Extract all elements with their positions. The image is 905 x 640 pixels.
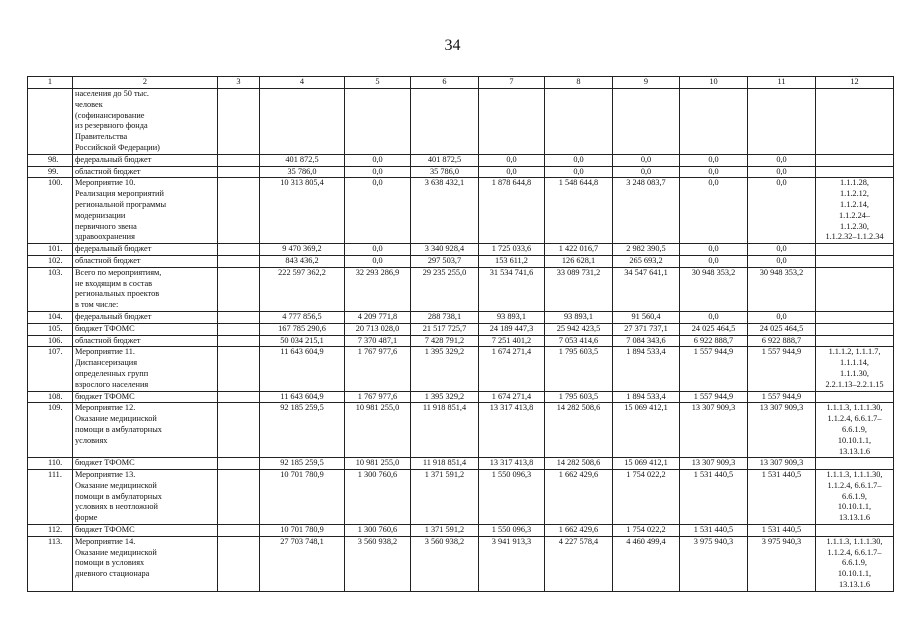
year-cell: 32 293 286,9 — [345, 267, 411, 311]
total-cell: 167 785 290,6 — [260, 323, 345, 335]
col3-cell — [218, 166, 260, 178]
total-cell: 11 643 604,9 — [260, 347, 345, 391]
page-number: 34 — [444, 37, 461, 54]
row-number-cell: 99. — [28, 166, 73, 178]
year-cell: 15 069 412,1 — [613, 458, 680, 470]
total-cell: 27 703 748,1 — [260, 536, 345, 591]
row-number-cell: 102. — [28, 255, 73, 267]
description-cell: областной бюджет — [73, 255, 218, 267]
year-cell: 1 795 603,5 — [545, 347, 613, 391]
year-cell — [680, 89, 748, 155]
table-row — [28, 244, 894, 256]
table-row — [28, 267, 894, 311]
column-header: 6 — [411, 77, 479, 89]
table-row — [28, 255, 894, 267]
total-cell: 92 185 259,5 — [260, 458, 345, 470]
col3-cell — [218, 244, 260, 256]
row-number-cell: 105. — [28, 323, 73, 335]
year-cell: 401 872,5 — [411, 154, 479, 166]
year-cell: 34 547 641,1 — [613, 267, 680, 311]
year-cell: 10 981 255,0 — [345, 458, 411, 470]
year-cell: 35 786,0 — [411, 166, 479, 178]
col3-cell — [218, 347, 260, 391]
indicator-codes-cell — [816, 244, 894, 256]
column-header: 3 — [218, 77, 260, 89]
year-cell: 0,0 — [748, 311, 816, 323]
year-cell: 0,0 — [680, 244, 748, 256]
table-row — [28, 403, 894, 458]
col3-cell — [218, 323, 260, 335]
row-number-cell: 107. — [28, 347, 73, 391]
description-cell: Мероприятие 11. Диспансеризация определенных групп взрослого населения — [73, 347, 218, 391]
total-cell: 401 872,5 — [260, 154, 345, 166]
year-cell: 4 460 499,4 — [613, 536, 680, 591]
description-cell: федеральный бюджет — [73, 244, 218, 256]
row-number-cell: 112. — [28, 525, 73, 537]
row-number-cell: 104. — [28, 311, 73, 323]
row-number-cell: 100. — [28, 178, 73, 244]
row-number-cell: 103. — [28, 267, 73, 311]
year-cell: 7 251 401,2 — [479, 335, 545, 347]
year-cell: 24 189 447,3 — [479, 323, 545, 335]
year-cell: 7 084 343,6 — [613, 335, 680, 347]
column-header: 7 — [479, 77, 545, 89]
indicator-codes-cell: 1.1.1.3, 1.1.1.30, 1.1.2.4, 6.6.1.7– 6.6.1.9, 10.10.1.1, 13.13.1.6 — [816, 470, 894, 525]
year-cell: 91 560,4 — [613, 311, 680, 323]
year-cell — [479, 89, 545, 155]
description-cell: Мероприятие 13. Оказание медицинской помощи в амбулаторных условиях в неотложной форме — [73, 470, 218, 525]
year-cell: 30 948 353,2 — [680, 267, 748, 311]
col3-cell — [218, 178, 260, 244]
year-cell: 13 317 413,8 — [479, 403, 545, 458]
year-cell: 30 948 353,2 — [748, 267, 816, 311]
year-cell: 1 878 644,8 — [479, 178, 545, 244]
year-cell: 1 674 271,4 — [479, 391, 545, 403]
year-cell: 14 282 508,6 — [545, 403, 613, 458]
year-cell: 0,0 — [345, 166, 411, 178]
col3-cell — [218, 403, 260, 458]
year-cell: 1 725 033,6 — [479, 244, 545, 256]
table-row — [28, 154, 894, 166]
year-cell: 13 307 909,3 — [680, 458, 748, 470]
description-cell: федеральный бюджет — [73, 154, 218, 166]
year-cell — [748, 89, 816, 155]
indicator-codes-cell — [816, 154, 894, 166]
col3-cell — [218, 335, 260, 347]
total-cell: 222 597 362,2 — [260, 267, 345, 311]
year-cell: 0,0 — [680, 178, 748, 244]
year-cell: 13 307 909,3 — [748, 403, 816, 458]
description-cell: бюджет ТФОМС — [73, 323, 218, 335]
year-cell: 13 307 909,3 — [748, 458, 816, 470]
year-cell: 4 209 771,8 — [345, 311, 411, 323]
year-cell: 6 922 888,7 — [680, 335, 748, 347]
year-cell: 0,0 — [613, 166, 680, 178]
year-cell — [545, 89, 613, 155]
col3-cell — [218, 267, 260, 311]
year-cell: 0,0 — [748, 178, 816, 244]
year-cell: 27 371 737,1 — [613, 323, 680, 335]
indicator-codes-cell: 1.1.1.28, 1.1.2.12, 1.1.2.14, 1.1.2.24– 1.1.2.30, 1.1.2.32–1.1.2.34 — [816, 178, 894, 244]
year-cell: 3 248 083,7 — [613, 178, 680, 244]
table-row — [28, 470, 894, 525]
year-cell: 0,0 — [748, 154, 816, 166]
table-row — [28, 458, 894, 470]
indicator-codes-cell — [816, 525, 894, 537]
total-cell: 4 777 856,5 — [260, 311, 345, 323]
col3-cell — [218, 89, 260, 155]
indicator-codes-cell — [816, 166, 894, 178]
year-cell: 13 307 909,3 — [680, 403, 748, 458]
year-cell: 0,0 — [345, 178, 411, 244]
year-cell: 2 982 390,5 — [613, 244, 680, 256]
year-cell: 126 628,1 — [545, 255, 613, 267]
row-number-cell: 109. — [28, 403, 73, 458]
indicator-codes-cell — [816, 335, 894, 347]
year-cell: 1 531 440,5 — [748, 470, 816, 525]
indicator-codes-cell: 1.1.1.3, 1.1.1.30, 1.1.2.4, 6.6.1.7– 6.6.1.9, 10.10.1.1, 13.13.1.6 — [816, 536, 894, 591]
description-cell: Всего по мероприятиям, не входящим в состав региональных проектов в том числе: — [73, 267, 218, 311]
table-row — [28, 335, 894, 347]
year-cell: 0,0 — [345, 154, 411, 166]
year-cell: 1 674 271,4 — [479, 347, 545, 391]
year-cell — [345, 89, 411, 155]
year-cell: 1 371 591,2 — [411, 525, 479, 537]
year-cell: 20 713 028,0 — [345, 323, 411, 335]
year-cell: 15 069 412,1 — [613, 403, 680, 458]
year-cell: 1 754 022,2 — [613, 525, 680, 537]
year-cell: 0,0 — [748, 244, 816, 256]
indicator-codes-cell — [816, 267, 894, 311]
indicator-codes-cell — [816, 391, 894, 403]
total-cell: 11 643 604,9 — [260, 391, 345, 403]
year-cell: 288 738,1 — [411, 311, 479, 323]
year-cell: 93 893,1 — [545, 311, 613, 323]
year-cell: 0,0 — [479, 166, 545, 178]
column-header: 5 — [345, 77, 411, 89]
table-row — [28, 166, 894, 178]
year-cell: 4 227 578,4 — [545, 536, 613, 591]
total-cell: 50 034 215,1 — [260, 335, 345, 347]
description-cell: областной бюджет — [73, 166, 218, 178]
year-cell: 3 975 940,3 — [748, 536, 816, 591]
year-cell: 1 548 644,8 — [545, 178, 613, 244]
description-cell: Мероприятие 14. Оказание медицинской помощи в условиях дневного стационара — [73, 536, 218, 591]
year-cell: 29 235 255,0 — [411, 267, 479, 311]
year-cell: 6 922 888,7 — [748, 335, 816, 347]
year-cell: 3 975 940,3 — [680, 536, 748, 591]
year-cell: 297 503,7 — [411, 255, 479, 267]
description-cell: бюджет ТФОМС — [73, 525, 218, 537]
year-cell: 11 918 851,4 — [411, 458, 479, 470]
year-cell: 0,0 — [613, 154, 680, 166]
year-cell: 1 300 760,6 — [345, 470, 411, 525]
total-cell: 10 313 805,4 — [260, 178, 345, 244]
year-cell: 31 534 741,6 — [479, 267, 545, 311]
year-cell: 3 638 432,1 — [411, 178, 479, 244]
col3-cell — [218, 458, 260, 470]
year-cell: 0,0 — [680, 255, 748, 267]
year-cell — [613, 89, 680, 155]
year-cell: 265 693,2 — [613, 255, 680, 267]
year-cell: 1 557 944,9 — [748, 347, 816, 391]
year-cell: 24 025 464,5 — [748, 323, 816, 335]
table-row — [28, 178, 894, 244]
indicator-codes-cell: 1.1.1.2, 1.1.1.7, 1.1.1.14, 1.1.1.30, 2.2.1.13–2.2.1.15 — [816, 347, 894, 391]
description-cell: областной бюджет — [73, 335, 218, 347]
year-cell: 0,0 — [345, 255, 411, 267]
col3-cell — [218, 154, 260, 166]
year-cell: 0,0 — [748, 255, 816, 267]
year-cell: 0,0 — [479, 154, 545, 166]
indicator-codes-cell — [816, 255, 894, 267]
indicator-codes-cell — [816, 458, 894, 470]
description-cell: бюджет ТФОМС — [73, 391, 218, 403]
year-cell: 1 662 429,6 — [545, 470, 613, 525]
column-header-row — [28, 77, 894, 89]
year-cell: 1 767 977,6 — [345, 347, 411, 391]
column-header: 2 — [73, 77, 218, 89]
year-cell: 1 767 977,6 — [345, 391, 411, 403]
column-header: 10 — [680, 77, 748, 89]
year-cell: 153 611,2 — [479, 255, 545, 267]
year-cell: 0,0 — [545, 166, 613, 178]
year-cell: 1 531 440,5 — [680, 525, 748, 537]
total-cell: 35 786,0 — [260, 166, 345, 178]
year-cell: 1 894 533,4 — [613, 347, 680, 391]
column-header: 9 — [613, 77, 680, 89]
col3-cell — [218, 525, 260, 537]
table-row — [28, 525, 894, 537]
year-cell: 1 395 329,2 — [411, 391, 479, 403]
indicator-codes-cell — [816, 89, 894, 155]
total-cell: 843 436,2 — [260, 255, 345, 267]
indicator-codes-cell — [816, 311, 894, 323]
year-cell: 11 918 851,4 — [411, 403, 479, 458]
description-cell: федеральный бюджет — [73, 311, 218, 323]
total-cell: 92 185 259,5 — [260, 403, 345, 458]
row-number-cell: 98. — [28, 154, 73, 166]
col3-cell — [218, 470, 260, 525]
description-cell: бюджет ТФОМС — [73, 458, 218, 470]
year-cell: 21 517 725,7 — [411, 323, 479, 335]
total-cell — [260, 89, 345, 155]
table-row — [28, 311, 894, 323]
col3-cell — [218, 311, 260, 323]
year-cell: 0,0 — [680, 311, 748, 323]
indicator-codes-cell: 1.1.1.3, 1.1.1.30, 1.1.2.4, 6.6.1.7– 6.6.1.9, 10.10.1.1, 13.13.1.6 — [816, 403, 894, 458]
year-cell: 33 089 731,2 — [545, 267, 613, 311]
year-cell: 1 371 591,2 — [411, 470, 479, 525]
year-cell: 7 428 791,2 — [411, 335, 479, 347]
year-cell: 1 557 944,9 — [748, 391, 816, 403]
col3-cell — [218, 255, 260, 267]
row-number-cell: 101. — [28, 244, 73, 256]
column-header: 8 — [545, 77, 613, 89]
year-cell: 1 550 096,3 — [479, 525, 545, 537]
year-cell: 1 557 944,9 — [680, 347, 748, 391]
indicator-codes-cell — [816, 323, 894, 335]
year-cell: 1 395 329,2 — [411, 347, 479, 391]
table-row — [28, 536, 894, 591]
year-cell: 3 560 938,2 — [345, 536, 411, 591]
column-header: 11 — [748, 77, 816, 89]
year-cell: 1 300 760,6 — [345, 525, 411, 537]
year-cell: 1 894 533,4 — [613, 391, 680, 403]
year-cell: 1 557 944,9 — [680, 391, 748, 403]
year-cell — [411, 89, 479, 155]
year-cell: 0,0 — [545, 154, 613, 166]
year-cell: 1 662 429,6 — [545, 525, 613, 537]
table-row — [28, 391, 894, 403]
year-cell: 7 370 487,1 — [345, 335, 411, 347]
year-cell: 0,0 — [748, 166, 816, 178]
year-cell: 7 053 414,6 — [545, 335, 613, 347]
total-cell: 10 701 780,9 — [260, 525, 345, 537]
column-header: 4 — [260, 77, 345, 89]
year-cell: 1 422 016,7 — [545, 244, 613, 256]
year-cell: 14 282 508,6 — [545, 458, 613, 470]
col3-cell — [218, 536, 260, 591]
column-header: 12 — [816, 77, 894, 89]
column-header: 1 — [28, 77, 73, 89]
row-number-cell: 106. — [28, 335, 73, 347]
year-cell: 1 550 096,3 — [479, 470, 545, 525]
row-number-cell: 111. — [28, 470, 73, 525]
table-row — [28, 323, 894, 335]
total-cell: 9 470 369,2 — [260, 244, 345, 256]
year-cell: 24 025 464,5 — [680, 323, 748, 335]
year-cell: 0,0 — [345, 244, 411, 256]
table-row — [28, 89, 894, 155]
year-cell: 3 340 928,4 — [411, 244, 479, 256]
year-cell: 13 317 413,8 — [479, 458, 545, 470]
table-row — [28, 347, 894, 391]
col3-cell — [218, 391, 260, 403]
description-cell: Мероприятие 10. Реализация мероприятий региональной программы модернизации первичного звена здравоохранения — [73, 178, 218, 244]
year-cell: 0,0 — [680, 154, 748, 166]
year-cell: 1 754 022,2 — [613, 470, 680, 525]
year-cell: 1 531 440,5 — [748, 525, 816, 537]
row-number-cell: 113. — [28, 536, 73, 591]
budget-table — [27, 76, 894, 592]
row-number-cell — [28, 89, 73, 155]
total-cell: 10 701 780,9 — [260, 470, 345, 525]
row-number-cell: 108. — [28, 391, 73, 403]
year-cell: 3 560 938,2 — [411, 536, 479, 591]
year-cell: 10 981 255,0 — [345, 403, 411, 458]
row-number-cell: 110. — [28, 458, 73, 470]
year-cell: 0,0 — [680, 166, 748, 178]
year-cell: 3 941 913,3 — [479, 536, 545, 591]
year-cell: 93 893,1 — [479, 311, 545, 323]
year-cell: 1 795 603,5 — [545, 391, 613, 403]
description-cell: населения до 50 тыс. человек (софинансирование из резервного фонда Правительства Российской Федерации) — [73, 89, 218, 155]
year-cell: 25 942 423,5 — [545, 323, 613, 335]
description-cell: Мероприятие 12. Оказание медицинской помощи в амбулаторных условиях — [73, 403, 218, 458]
year-cell: 1 531 440,5 — [680, 470, 748, 525]
